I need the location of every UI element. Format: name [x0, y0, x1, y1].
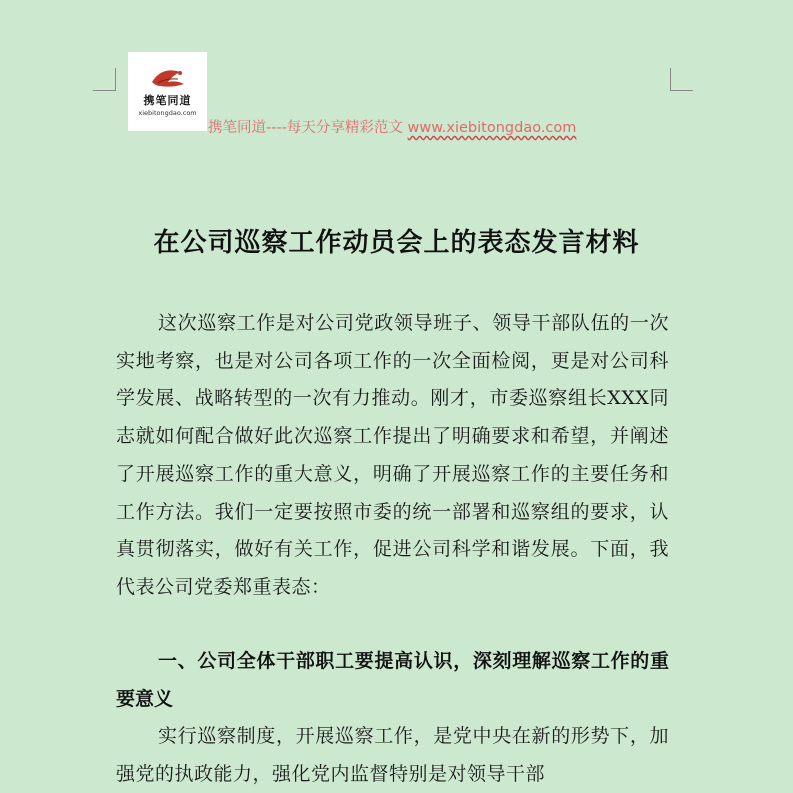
body-paragraph: 这次巡察工作是对公司党政领导班子、领导干部队伍的一次实地考察，也是对公司各项工作的一次全面检阅，更是对公司科学发展、战略转型的一次有力推动。刚才，市委巡察组长XXX同志就如何配合做好此次巡察工作提出了明确要求和希望，并阐述了开展巡察工作的重大意义，明确了开展巡察工作的主要任务和工作方法。我们一定要按照市委的统一部署和巡察组的要求，认真贯彻落实，做好有关工作，促进公司科学和谐发展。下面，我代表公司党委郑重表态：	[116, 312, 669, 598]
section-heading: 一、公司全体干部职工要提高认识，深刻理解巡察工作的重要意义	[116, 650, 669, 710]
body-paragraph: 实行巡察制度，开展巡察工作，是党中央在新的形势下，加强党的执政能力，强化党内监督特别是对领导干部	[116, 725, 669, 785]
logo-name: 携笔同道	[143, 94, 192, 107]
margin-corner-mark-top-right	[670, 68, 693, 91]
document-title: 在公司巡察工作动员会上的表态发言材料	[153, 228, 640, 258]
header-url-link[interactable]: www.xiebitongdao.com	[407, 120, 577, 136]
page-header	[208, 116, 576, 137]
margin-corner-mark-top-left	[93, 68, 116, 91]
header-tagline: 携笔同道----每天分享精彩范文	[208, 120, 403, 136]
logo-url: xiebitongdao.com	[138, 109, 197, 117]
site-logo	[128, 52, 207, 131]
